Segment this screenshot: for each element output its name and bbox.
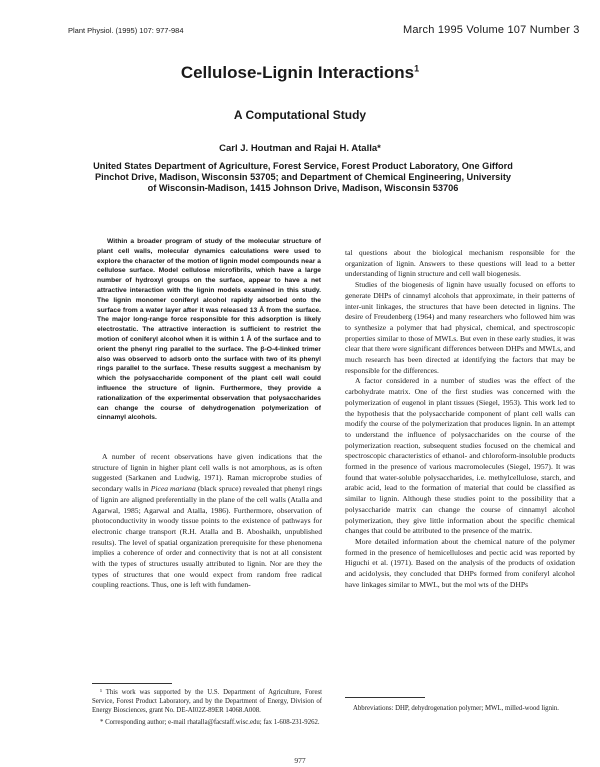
affiliation: United States Department of Agriculture, Forest Service, Forest Product Laboratory, One Gifford Pinchot Drive, Madison, Wisconsin 53705; and Department of Chemical Engineering, University of Wisconsin-Madison, 1415 Johnson Drive, Madison, Wisconsin 53706 — [93, 161, 513, 193]
paragraph-text: (black spruce) revealed that phenyl rings of lignin are aligned preferentially in the plane of the cell walls (Atalla and Agarwal, 1985; Agarwal and Atalla, 1986). Furthermore, observation of photoconductivity in woody tissue points to the existence of pathways for electronic charge transport (R.H. Atalla and B. Aboshaikh, unpublished results). The level of spatial organization prerequisite for these phenomena implies a coherence of order and connectivity that is not at all consistent with the types of structures usually attributed to lignin. Nor are they the types of structures that one would expect from random free radical coupling reactions. Thus, one is left with fundamen- — [92, 484, 323, 590]
article-subtitle: A Computational Study — [233, 108, 367, 122]
article-title — [0, 63, 600, 83]
body-column-left — [92, 452, 322, 591]
paragraph: A factor considered in a number of studies was the effect of the carbohydrate matrix. One of the first studies was concerned with the polymerization of eugenol in plant tissues (Siegel, 1953). This work led to the hypothesis that the polysaccharide component of plant cell walls can modify the course of the polymerization that produces lignin. In an attempt to understand the influence of polysaccharides on the course of the polymerization reaction, subsequent studies focused on the chemical and spectroscopic characteristics of ethanol- and chloroform-insoluble products formed in the presence of various macromolecules (Siegel, 1957). It was found that water-soluble polysaccharides, i.e. methylcellulose, starch, and arabic acid, lead to the formation of material that could be classified as similar to lignin. Although these studies point to the possibility that a polysaccharide matrix can change the course of cinnamyl alcohol polymerization, they give little information about the specific chemical changes that could be attributed to the presence of the matrix. — [345, 376, 575, 536]
paragraph-text: A number of recent observations have given indications that the structure of lignin in higher plant cell walls is not amorphous, as is often suggested (Sarkanen and Ludwig, 1971). Raman microprobe studies of secondary walls in — [92, 452, 322, 494]
footnote-divider — [92, 683, 172, 684]
footnote-divider — [345, 697, 425, 698]
journal-reference: Plant Physiol. (1995) 107: 977-984 — [68, 26, 184, 35]
body-column-right — [345, 248, 575, 591]
footnote-funding: ¹ This work was supported by the U.S. Department of Agriculture, Forest Service, Forest Product Laboratory, and by the Department of Energy, Division of Energy Biosciences, grant No. DE-AI02Z-89ER 14068.A008. — [92, 689, 322, 715]
author-line: Carl J. Houtman and Rajai H. Atalla* — [219, 143, 381, 154]
footnote-abbreviations: Abbreviations: DHP, dehydrogenation polymer; MWL, milled-wood lignin. — [353, 705, 559, 712]
page-number: 977 — [294, 756, 306, 765]
paragraph: tal questions about the biological mechanism responsible for the organization of lignin. Answers to these questions will lead to a better understanding of lignin structure and cell wall biogenesis. — [345, 248, 575, 279]
paragraph: Studies of the biogenesis of lignin have usually focused on efforts to generate DHPs of cinnamyl alcohols that approximate, in their patterns of inter-unit linkages, the structures that have been detected in lignins. The desire of Freudenberg (1964) and many researchers who followed him was to synthesize a polymer that had physical, chemical, and spectroscopic properties similar to those of MWLs. But even in these early studies, it was clear that there were significant differences between DHPs and MWLs, and much research has been directed at identifying the factors that may be responsible for the differences. — [345, 280, 575, 375]
title-footnote-mark: 1 — [414, 63, 420, 74]
abstract: Within a broader program of study of the molecular structure of plant cell walls, molecular dynamics calculations were used to explore the character of the motion of lignin model compounds near a cellulose surface. Model cellulose microfibrils, which have a large number of hydroxyl groups on the surface, appear to have a net attractive interaction with the lignin models examined in this study. The lignin monomer coniferyl alcohol rapidly adsorbed onto the surface from a water layer after it was released 13 Å from the surface. The major long-range force responsible for this adsorption is likely electrostatic. The attractive interaction is sufficient to restrict the motion of coniferyl alcohol when it is within 1 Å of the surface and to orient the phenyl ring parallel to the surface. The β-O-4-linked trimer also was observed to adsorb onto the surface with two of its phenyl rings parallel to the surface. These results suggest a mechanism by which the polysaccharide component of the plant cell wall could influence the structure of lignin. Furthermore, they provide a rationalization of the experimental observation that polysaccharides can change the course of dehydrogenation polymerization of cinnamyl alcohols. — [97, 238, 321, 422]
issue-info: March 1995 Volume 107 Number 3 — [403, 24, 580, 36]
paragraph — [92, 452, 322, 591]
species-name: Picea mariana — [150, 484, 196, 494]
paragraph: More detailed information about the chemical nature of the polymer formed in the presence of hemicelluloses and pectic acid was reported by Higuchi et al. (1971). Based on the analysis of the products of oxidation and acidolysis, they concluded that DHPs formed from coniferyl alcohol have linkages similar to MWL, but the mol wts of the DHPs — [345, 536, 575, 589]
footnotes-left — [92, 688, 322, 729]
article-title-text: Cellulose-Lignin Interactions — [180, 63, 415, 82]
footnote-corresponding-author: * Corresponding author; e-mail rhatalla@facstaff.wisc.edu; fax 1-608-231-9262. — [100, 718, 320, 726]
